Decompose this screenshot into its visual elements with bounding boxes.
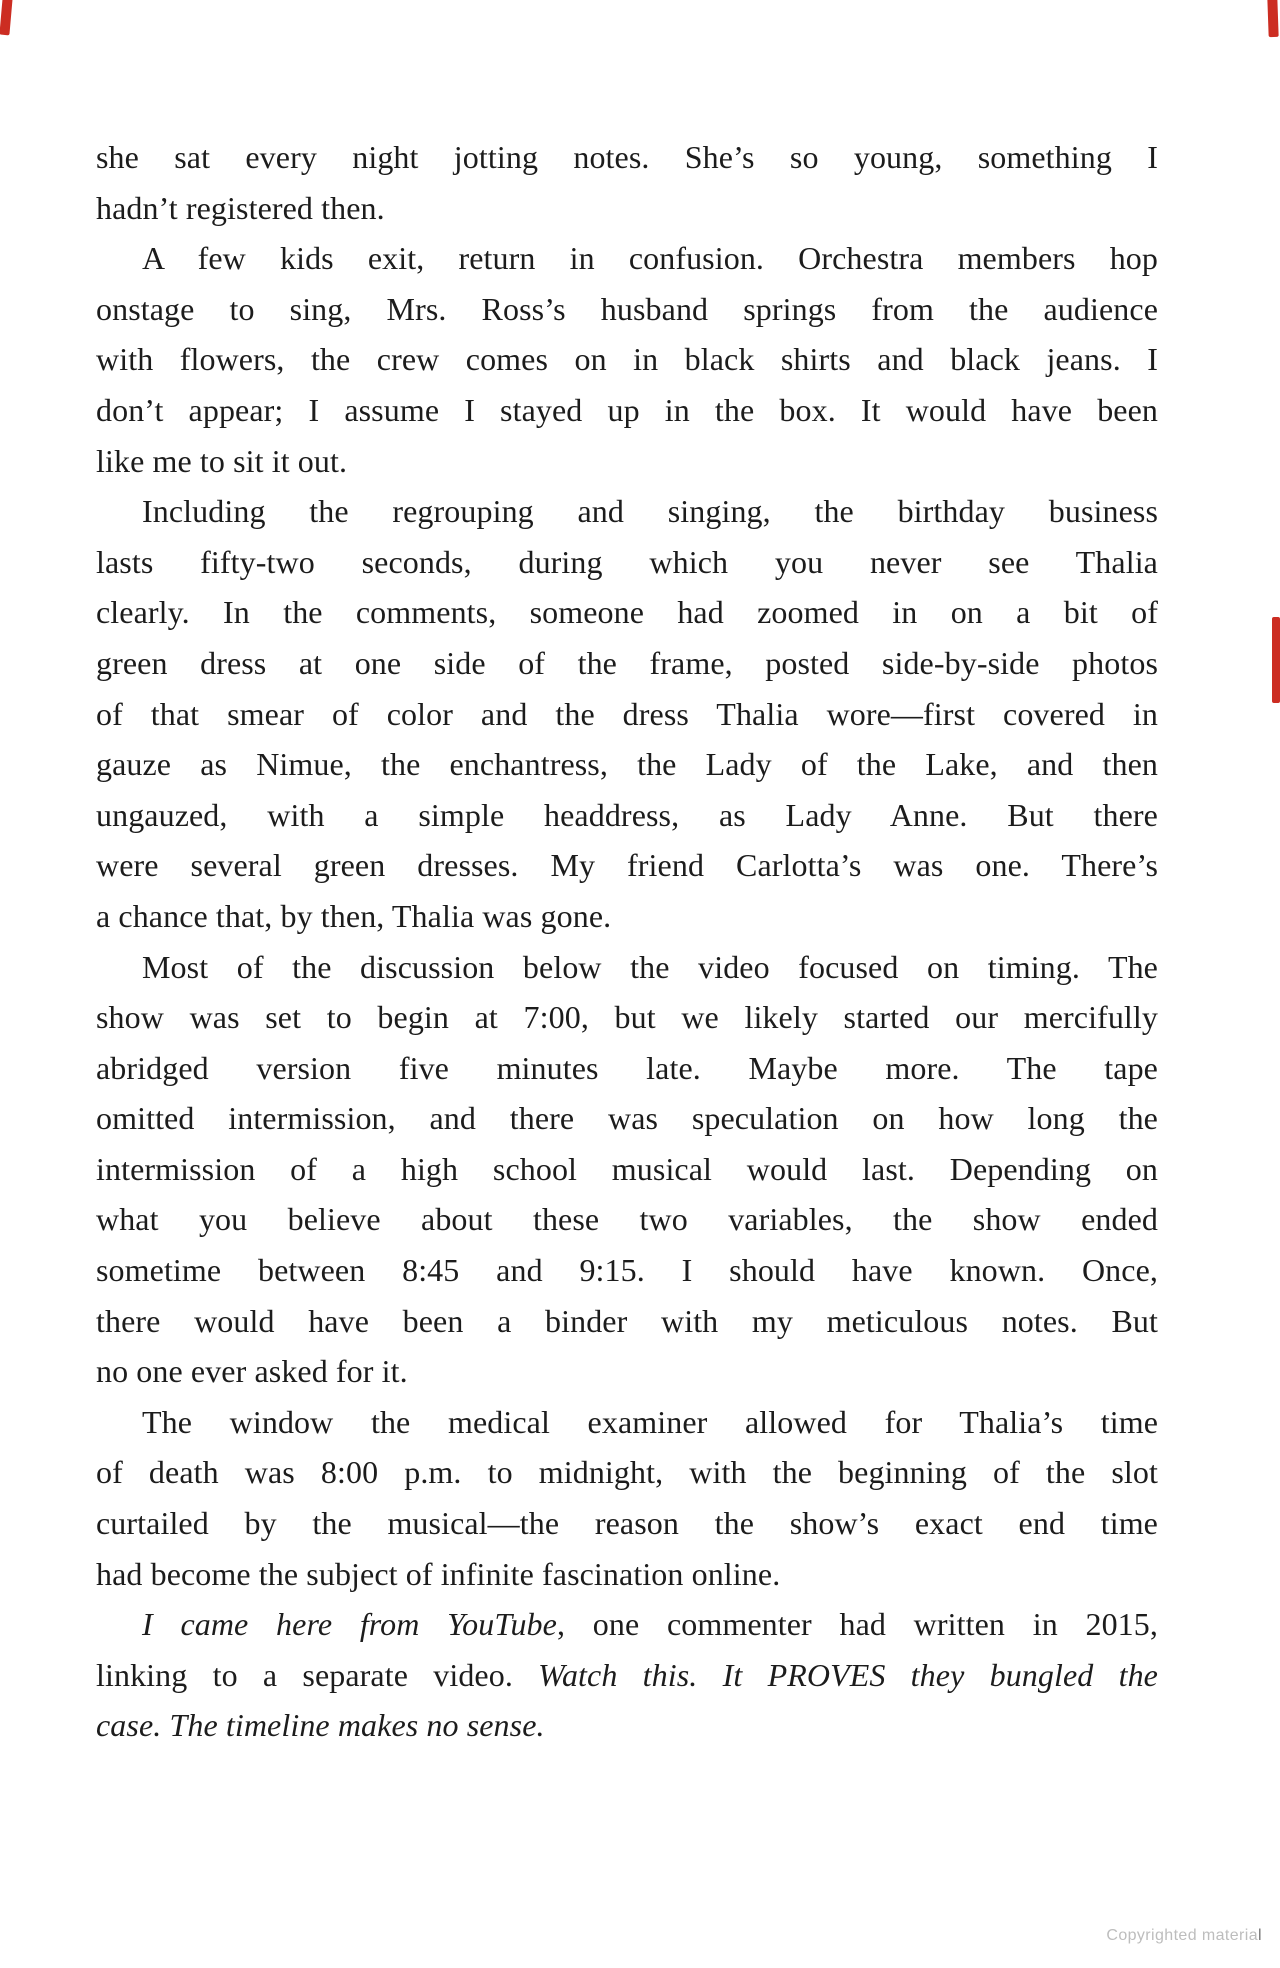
text-segment: show was set to begin at 7:00, but we likely started our mercifully bbox=[96, 999, 1158, 1036]
text-segment: lasts fifty-two seconds, during which you never see Thalia bbox=[96, 543, 1158, 580]
text-segment: A few kids exit, return in confusion. Orchestra members hop bbox=[142, 240, 1158, 277]
paragraph bbox=[96, 233, 1158, 486]
italic-text-segment: case. The timeline makes no sense. bbox=[96, 1707, 545, 1744]
paragraph bbox=[96, 486, 1158, 941]
text-line bbox=[96, 1700, 1158, 1751]
text-segment: with flowers, the crew comes on in black shirts and black jeans. I bbox=[96, 341, 1158, 378]
text-segment: green dress at one side of the frame, posted side-by-side photos bbox=[96, 644, 1158, 681]
text-line bbox=[96, 1144, 1158, 1195]
italic-text-segment: I came here from YouTube bbox=[142, 1606, 557, 1643]
text-line bbox=[96, 183, 1158, 234]
text-line bbox=[96, 1549, 1158, 1600]
text-segment: , one commenter had written in 2015, bbox=[556, 1606, 1158, 1643]
page-edge-mark-top-left bbox=[0, 0, 13, 35]
text-line bbox=[96, 1498, 1158, 1549]
page-text bbox=[96, 132, 1158, 1751]
italic-text-segment: Watch this. It PROVES they bungled the bbox=[538, 1656, 1158, 1693]
text-segment: were several green dresses. My friend Carlotta’s was one. There’s bbox=[96, 847, 1158, 884]
text-segment: sometime between 8:45 and 9:15. I should have known. Once, bbox=[96, 1252, 1158, 1289]
text-segment: of that smear of color and the dress Thalia wore—first covered in bbox=[96, 695, 1158, 732]
text-line bbox=[96, 942, 1158, 993]
page-edge-mark-top-right bbox=[1267, 0, 1278, 37]
text-line bbox=[96, 1194, 1158, 1245]
text-segment: what you believe about these two variables, the show ended bbox=[96, 1201, 1158, 1238]
text-line bbox=[96, 840, 1158, 891]
paragraph bbox=[96, 132, 1158, 233]
text-segment: there would have been a binder with my meticulous notes. But bbox=[96, 1302, 1158, 1339]
text-line bbox=[96, 1346, 1158, 1397]
copyright-watermark-dark: l bbox=[1258, 1927, 1262, 1944]
text-line bbox=[96, 1650, 1158, 1701]
page-edge-mark-right bbox=[1272, 617, 1280, 703]
text-segment: Including the regrouping and singing, the birthday business bbox=[142, 493, 1158, 530]
text-segment: of death was 8:00 p.m. to midnight, with the beginning of the slot bbox=[96, 1454, 1158, 1491]
text-line bbox=[96, 1599, 1158, 1650]
text-line bbox=[96, 436, 1158, 487]
text-line bbox=[96, 385, 1158, 436]
text-line bbox=[96, 1043, 1158, 1094]
copyright-watermark bbox=[1106, 1927, 1262, 1945]
text-segment: she sat every night jotting notes. She’s so young, something I bbox=[96, 139, 1158, 175]
text-line bbox=[96, 1447, 1158, 1498]
text-line bbox=[96, 284, 1158, 335]
text-line bbox=[96, 1093, 1158, 1144]
text-segment: like me to sit it out. bbox=[96, 442, 348, 479]
text-line bbox=[96, 537, 1158, 588]
text-line bbox=[96, 334, 1158, 385]
text-line bbox=[96, 587, 1158, 638]
text-segment: intermission of a high school musical would last. Depending on bbox=[96, 1150, 1158, 1187]
text-segment: onstage to sing, Mrs. Ross’s husband springs from the audience bbox=[96, 290, 1158, 327]
paragraph bbox=[96, 1397, 1158, 1599]
text-line bbox=[96, 1245, 1158, 1296]
text-segment: clearly. In the comments, someone had zoomed in on a bit of bbox=[96, 594, 1158, 631]
text-segment: The window the medical examiner allowed for Thalia’s time bbox=[142, 1403, 1158, 1440]
text-segment: had become the subject of infinite fascination online. bbox=[96, 1555, 781, 1592]
text-segment: linking to a separate video. bbox=[96, 1656, 539, 1693]
text-segment: don’t appear; I assume I stayed up in the box. It would have been bbox=[96, 391, 1158, 428]
paragraph bbox=[96, 942, 1158, 1397]
text-line bbox=[96, 1397, 1158, 1448]
text-segment: omitted intermission, and there was speculation on how long the bbox=[96, 1100, 1158, 1137]
text-line bbox=[96, 233, 1158, 284]
text-segment: ungauzed, with a simple headdress, as Lady Anne. But there bbox=[96, 796, 1158, 833]
text-segment: curtailed by the musical—the reason the show’s exact end time bbox=[96, 1505, 1158, 1542]
text-line bbox=[96, 739, 1158, 790]
text-line bbox=[96, 992, 1158, 1043]
text-segment: abridged version five minutes late. Maybe more. The tape bbox=[96, 1049, 1158, 1086]
text-line bbox=[96, 132, 1158, 183]
text-line bbox=[96, 891, 1158, 942]
text-segment: gauze as Nimue, the enchantress, the Lady of the Lake, and then bbox=[96, 746, 1158, 783]
text-line bbox=[96, 1296, 1158, 1347]
copyright-watermark-light: Copyrighted materia bbox=[1106, 1927, 1259, 1944]
text-segment: Most of the discussion below the video focused on timing. The bbox=[142, 948, 1158, 985]
text-segment: a chance that, by then, Thalia was gone. bbox=[96, 897, 612, 934]
text-segment: hadn’t registered then. bbox=[96, 189, 385, 226]
paragraph bbox=[96, 1599, 1158, 1751]
text-segment: no one ever asked for it. bbox=[96, 1353, 408, 1390]
text-line bbox=[96, 790, 1158, 841]
text-line bbox=[96, 638, 1158, 689]
text-line bbox=[96, 689, 1158, 740]
text-line bbox=[96, 486, 1158, 537]
